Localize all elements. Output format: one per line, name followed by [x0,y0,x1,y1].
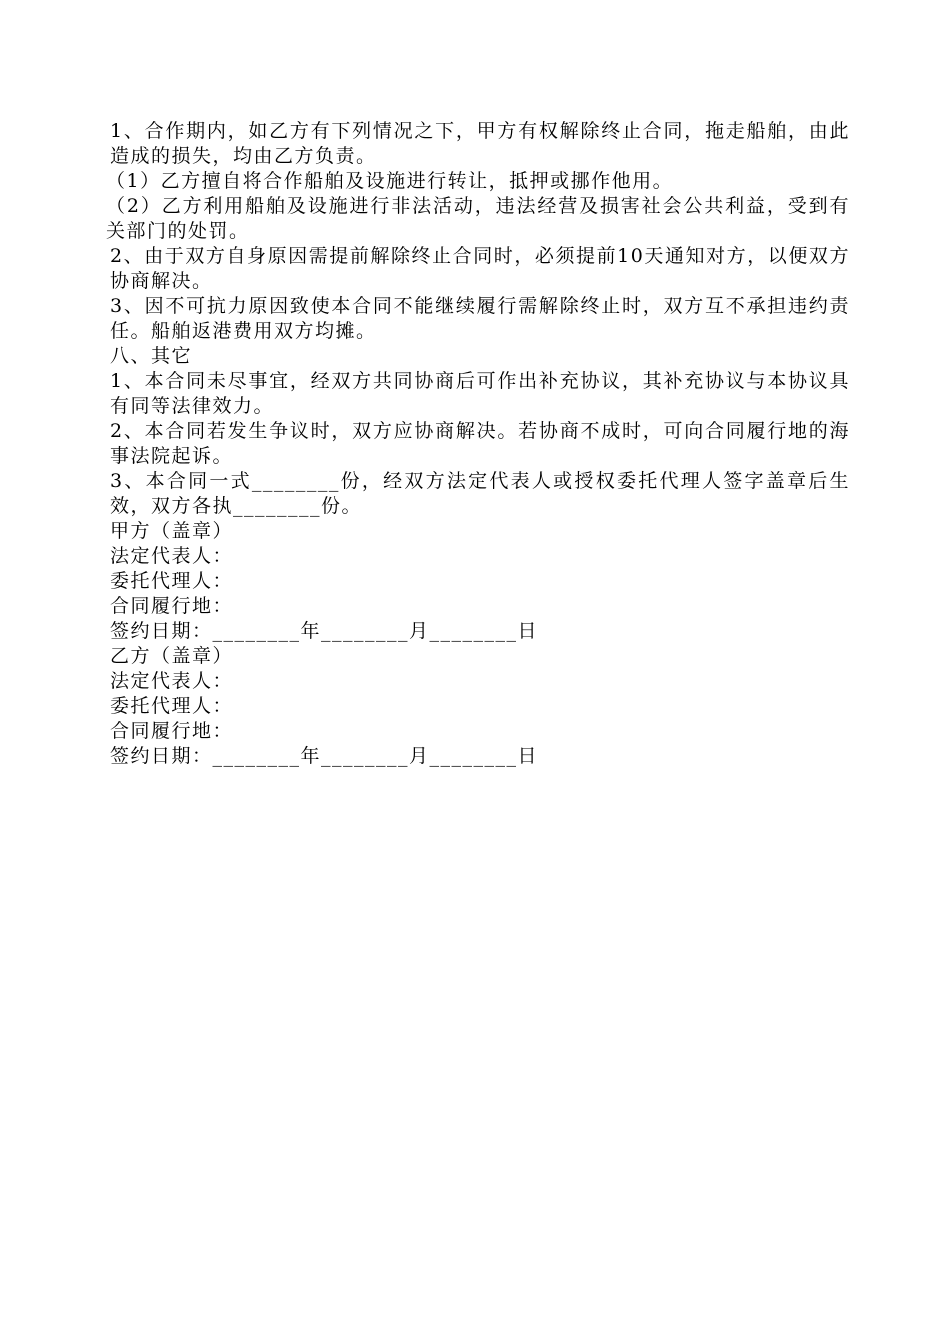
party-a-title: 甲方（盖章） [110,520,234,542]
other-clause-1: 1、本合同未尽事宜，经双方共同协商后可作出补充协议，其补充协议与本协议具有同等法律效力。 [110,370,850,417]
party-b-agent: 委托代理人： [110,695,234,717]
party-b-legal-rep: 法定代表人： [110,670,234,692]
party-b-date: 签约日期：________年________月________日 [110,745,539,767]
party-b-place: 合同履行地： [110,720,234,742]
termination-clause-3: 3、因不可抗力原因致使本合同不能继续履行需解除终止时，双方互不承担违约责任。船舶返港费用双方均摊。 [110,295,850,342]
party-a-date: 签约日期：________年________月________日 [110,620,539,642]
termination-clause-1-sub-1: （1）乙方擅自将合作船舶及设施进行转让，抵押或挪作他用。 [106,170,674,192]
termination-clause-1-sub-2: （2）乙方利用船舶及设施进行非法活动，违法经营及损害社会公共利益，受到有关部门的处罚。 [106,195,850,242]
party-a-agent: 委托代理人： [110,570,234,592]
party-a-place: 合同履行地： [110,595,234,617]
party-b-title: 乙方（盖章） [110,645,234,667]
termination-clause-1: 1、合作期内，如乙方有下列情况之下，甲方有权解除终止合同，拖走船舶，由此造成的损失，均由乙方负责。 [110,120,850,167]
party-a-legal-rep: 法定代表人： [110,545,234,567]
party-a-signature-block [110,519,850,644]
section-heading-other: 八、其它 [110,345,193,367]
other-clause-2: 2、本合同若发生争议时，双方应协商解决。若协商不成时，可向合同履行地的海事法院起诉。 [110,420,850,467]
document-page [106,119,850,769]
party-b-signature-block [110,644,850,769]
termination-clause-2: 2、由于双方自身原因需提前解除终止合同时，必须提前10天通知对方，以便双方协商解决。 [110,245,850,292]
other-clause-3: 3、本合同一式________份，经双方法定代表人或授权委托代理人签字盖章后生效，双方各执________份。 [110,470,850,517]
